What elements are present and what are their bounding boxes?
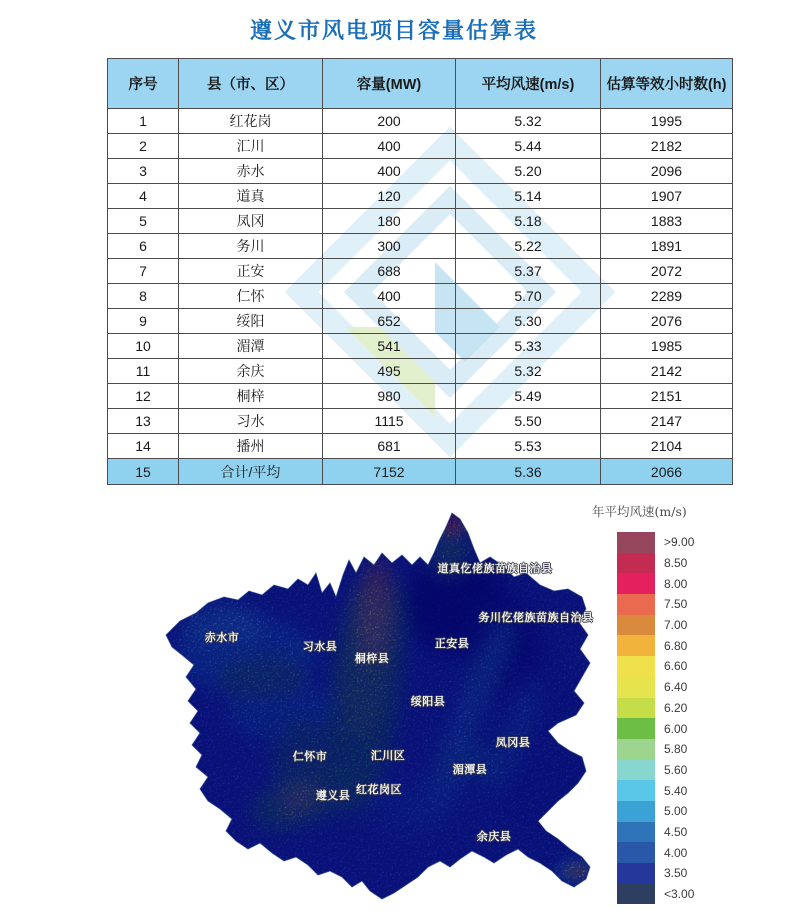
cell: 5.22 [456, 234, 601, 259]
legend-swatch [617, 698, 655, 719]
cell: 务川 [179, 234, 323, 259]
cell: 2151 [601, 384, 733, 409]
table-row [108, 309, 733, 334]
cell: 120 [323, 184, 456, 209]
legend-swatch [617, 677, 655, 698]
cell: 3 [108, 159, 179, 184]
map-label: 绥阳县 [410, 696, 446, 708]
table-row [108, 109, 733, 134]
cell: 400 [323, 284, 456, 309]
cell: 400 [323, 134, 456, 159]
legend-entry [617, 677, 694, 698]
cell: 11 [108, 359, 179, 384]
map-label: 道真仡佬族苗族自治县 [437, 563, 553, 575]
table-row [108, 434, 733, 459]
cell: 湄潭 [179, 334, 323, 359]
legend-swatch [617, 656, 655, 677]
table-row [108, 259, 733, 284]
map-label: 桐梓县 [354, 653, 390, 665]
cell: 红花岗 [179, 109, 323, 134]
legend-label: 8.50 [664, 556, 688, 571]
cell: 688 [323, 259, 456, 284]
cell: 1115 [323, 409, 456, 434]
legend-swatch [617, 780, 655, 801]
map-label: 正安县 [434, 638, 470, 650]
cell: 681 [323, 434, 456, 459]
table-row [108, 334, 733, 359]
cell: 5.44 [456, 134, 601, 159]
cell: 仁怀 [179, 284, 323, 309]
cell: 正安 [179, 259, 323, 284]
legend-entry [617, 656, 694, 677]
table-summary-row [108, 459, 733, 485]
legend-entry [617, 573, 694, 594]
cell: 2147 [601, 409, 733, 434]
legend-entry [617, 884, 694, 905]
cell: 7152 [323, 459, 456, 485]
legend-label: 5.60 [664, 762, 688, 777]
cell: 180 [323, 209, 456, 234]
cell: 2142 [601, 359, 733, 384]
legend-label: 8.00 [664, 576, 688, 591]
table-row [108, 184, 733, 209]
cell: 5.53 [456, 434, 601, 459]
cell: 1 [108, 109, 179, 134]
cell: 5 [108, 209, 179, 234]
table-row [108, 384, 733, 409]
legend-body [617, 532, 694, 904]
col-header-capacity: 容量(MW) [323, 59, 456, 109]
cell: 200 [323, 109, 456, 134]
legend-label: 4.00 [664, 845, 688, 860]
cell: 1883 [601, 209, 733, 234]
legend-entry [617, 842, 694, 863]
cell: 14 [108, 434, 179, 459]
legend-entry [617, 594, 694, 615]
cell: 绥阳 [179, 309, 323, 334]
legend-label: >9.00 [664, 535, 695, 550]
map-label: 余庆县 [476, 831, 512, 843]
cell: 13 [108, 409, 179, 434]
legend-swatch [617, 594, 655, 615]
legend-entry [617, 698, 694, 719]
legend-label: 6.00 [664, 721, 688, 736]
cell: 10 [108, 334, 179, 359]
cell: 2096 [601, 159, 733, 184]
cell: 凤冈 [179, 209, 323, 234]
cell: 5.33 [456, 334, 601, 359]
legend-label: 5.40 [664, 783, 688, 798]
cell: 道真 [179, 184, 323, 209]
legend-swatch [617, 718, 655, 739]
map-label: 凤冈县 [495, 737, 531, 749]
legend-swatch [617, 573, 655, 594]
table-row [108, 409, 733, 434]
legend-label: 5.00 [664, 804, 688, 819]
capacity-table [107, 58, 733, 485]
legend-label: 7.00 [664, 618, 688, 633]
cell: 12 [108, 384, 179, 409]
legend-entry [617, 553, 694, 574]
page-title: 遵义市风电项目容量估算表 [249, 18, 538, 43]
legend-swatch [617, 863, 655, 884]
col-header-windspeed: 平均风速(m/s) [456, 59, 601, 109]
cell: 5.32 [456, 109, 601, 134]
legend-entry [617, 615, 694, 636]
col-header-hours: 估算等效小时数(h) [601, 59, 733, 109]
map-label: 习水县 [302, 641, 338, 653]
table-row [108, 284, 733, 309]
legend-entry [617, 718, 694, 739]
cell: 980 [323, 384, 456, 409]
cell: 2182 [601, 134, 733, 159]
legend-swatch [617, 615, 655, 636]
cell: 1907 [601, 184, 733, 209]
legend-entry [617, 863, 694, 884]
legend-swatch [617, 635, 655, 656]
legend-swatch [617, 822, 655, 843]
legend-label: 3.50 [664, 866, 688, 881]
map-label: 遵义县 [315, 790, 351, 802]
legend-label: 6.20 [664, 700, 688, 715]
cell: 1985 [601, 334, 733, 359]
cell: 2076 [601, 309, 733, 334]
table-header-row [108, 59, 733, 109]
legend-swatch [617, 739, 655, 760]
legend-label: 4.50 [664, 824, 688, 839]
legend-label: 7.50 [664, 597, 688, 612]
cell: 5.49 [456, 384, 601, 409]
col-header-index: 序号 [108, 59, 179, 109]
cell: 合计/平均 [179, 459, 323, 485]
cell: 5.32 [456, 359, 601, 384]
cell: 汇川 [179, 134, 323, 159]
map-label: 湄潭县 [452, 764, 488, 776]
cell: 400 [323, 159, 456, 184]
legend-entry [617, 822, 694, 843]
cell: 余庆 [179, 359, 323, 384]
table-row [108, 359, 733, 384]
legend-swatch [617, 553, 655, 574]
map-label: 赤水市 [204, 632, 240, 644]
cell: 2289 [601, 284, 733, 309]
cell: 5.14 [456, 184, 601, 209]
cell: 5.30 [456, 309, 601, 334]
cell: 5.50 [456, 409, 601, 434]
legend-entry [617, 532, 694, 553]
cell: 652 [323, 309, 456, 334]
cell: 桐梓 [179, 384, 323, 409]
cell: 5.36 [456, 459, 601, 485]
legend-entry [617, 801, 694, 822]
table-row [108, 209, 733, 234]
legend-swatch [617, 884, 655, 905]
legend-swatch [617, 801, 655, 822]
cell: 541 [323, 334, 456, 359]
cell: 1891 [601, 234, 733, 259]
cell: 5.70 [456, 284, 601, 309]
legend-title: 年平均风速(m/s) [592, 504, 687, 519]
cell: 2104 [601, 434, 733, 459]
cell: 4 [108, 184, 179, 209]
cell: 播州 [179, 434, 323, 459]
cell: 7 [108, 259, 179, 284]
legend-swatch [617, 760, 655, 781]
table-row [108, 234, 733, 259]
cell: 300 [323, 234, 456, 259]
legend-swatch [617, 842, 655, 863]
cell: 8 [108, 284, 179, 309]
legend-label: 5.80 [664, 742, 688, 757]
col-header-county: 县（市、区） [179, 59, 323, 109]
table-row [108, 134, 733, 159]
legend-entry [617, 780, 694, 801]
legend-entry [617, 635, 694, 656]
cell: 赤水 [179, 159, 323, 184]
legend-label: <3.00 [664, 887, 695, 902]
wind-speed-map [150, 505, 595, 905]
legend-label: 6.80 [664, 638, 688, 653]
cell: 2 [108, 134, 179, 159]
cell: 2066 [601, 459, 733, 485]
legend-label: 6.60 [664, 659, 688, 674]
map-label: 汇川区 [370, 750, 406, 762]
cell: 9 [108, 309, 179, 334]
legend-swatch [617, 532, 655, 553]
cell: 1995 [601, 109, 733, 134]
legend-entry [617, 739, 694, 760]
cell: 5.37 [456, 259, 601, 284]
cell: 5.18 [456, 209, 601, 234]
cell: 6 [108, 234, 179, 259]
legend-entry [617, 760, 694, 781]
table-row [108, 159, 733, 184]
map-label: 红花岗区 [356, 784, 402, 796]
cell: 习水 [179, 409, 323, 434]
legend-label: 6.40 [664, 680, 688, 695]
cell: 5.20 [456, 159, 601, 184]
map-label: 务川仡佬族苗族自治县 [478, 612, 594, 624]
map-label: 仁怀市 [292, 751, 328, 763]
cell: 495 [323, 359, 456, 384]
cell: 2072 [601, 259, 733, 284]
cell: 15 [108, 459, 179, 485]
wind-speed-legend [590, 498, 786, 908]
